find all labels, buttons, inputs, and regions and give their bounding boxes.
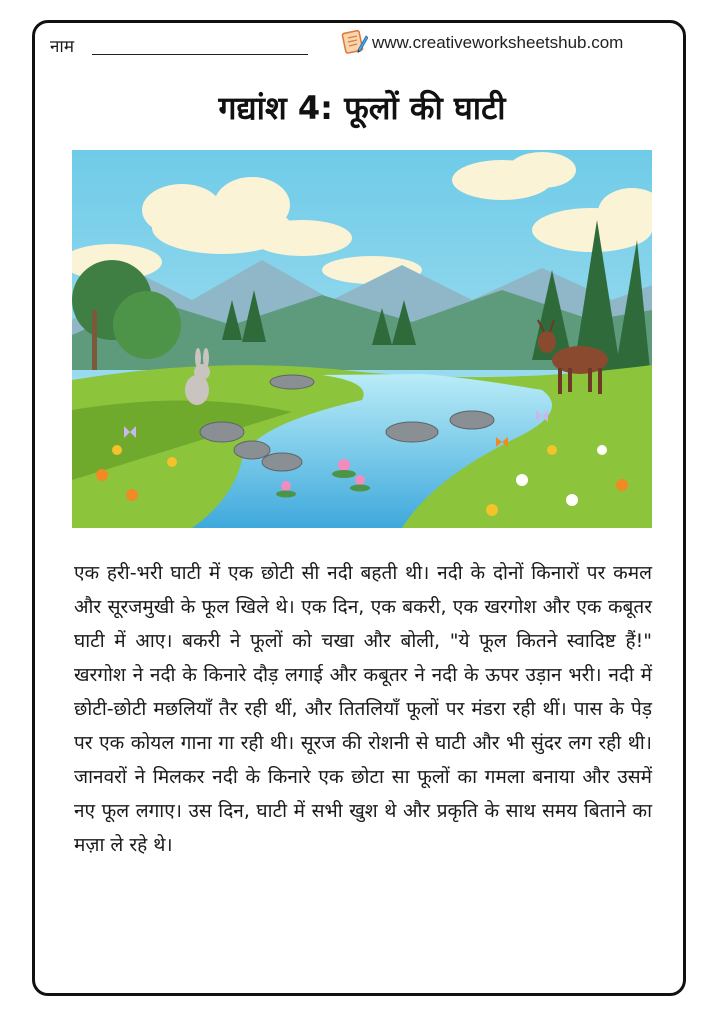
name-input-line[interactable]	[92, 54, 308, 55]
page-title: गद्यांश 4: फूलों की घाटी	[218, 89, 506, 127]
notebook-pencil-icon	[340, 28, 368, 56]
valley-illustration	[72, 150, 652, 528]
passage-text: एक हरी-भरी घाटी में एक छोटी सी नदी बहती थी। नदी के दोनों किनारों पर कमल और सूरजमुखी के फूल खिले थे। एक दिन, एक बकरी, एक खरगोश और एक कबूतर घाटी में आए। बकरी ने फूलों को चखा और बोली, "ये फूल कितने स्वादिष्ट हैं!" खरगोश ने नदी के किनारे दौड़ लगाई और कबूतर ने नदी के ऊपर उड़ान भरी। नदी में छोटी-छोटी मछलियाँ तैर रही थीं, और तितलियाँ फूलों पर मंडरा रही थीं। पास के पेड़ पर एक कोयल गाना गा रही थी। सूरज की रोशनी से घाटी और भी सुंदर लग रही थी। जानवरों ने मिलकर नदी के किनारे एक छोटा सा फूलों का गमला बनाया और उसमें नए फूल लगाए। उस दिन, घाटी में सभी खुश थे और प्रकृति के साथ समय बिताने का मज़ा ले रहे थे।	[74, 562, 652, 856]
website-url[interactable]: www.creativeworksheetshub.com	[372, 33, 624, 52]
name-label: नाम	[50, 37, 75, 57]
